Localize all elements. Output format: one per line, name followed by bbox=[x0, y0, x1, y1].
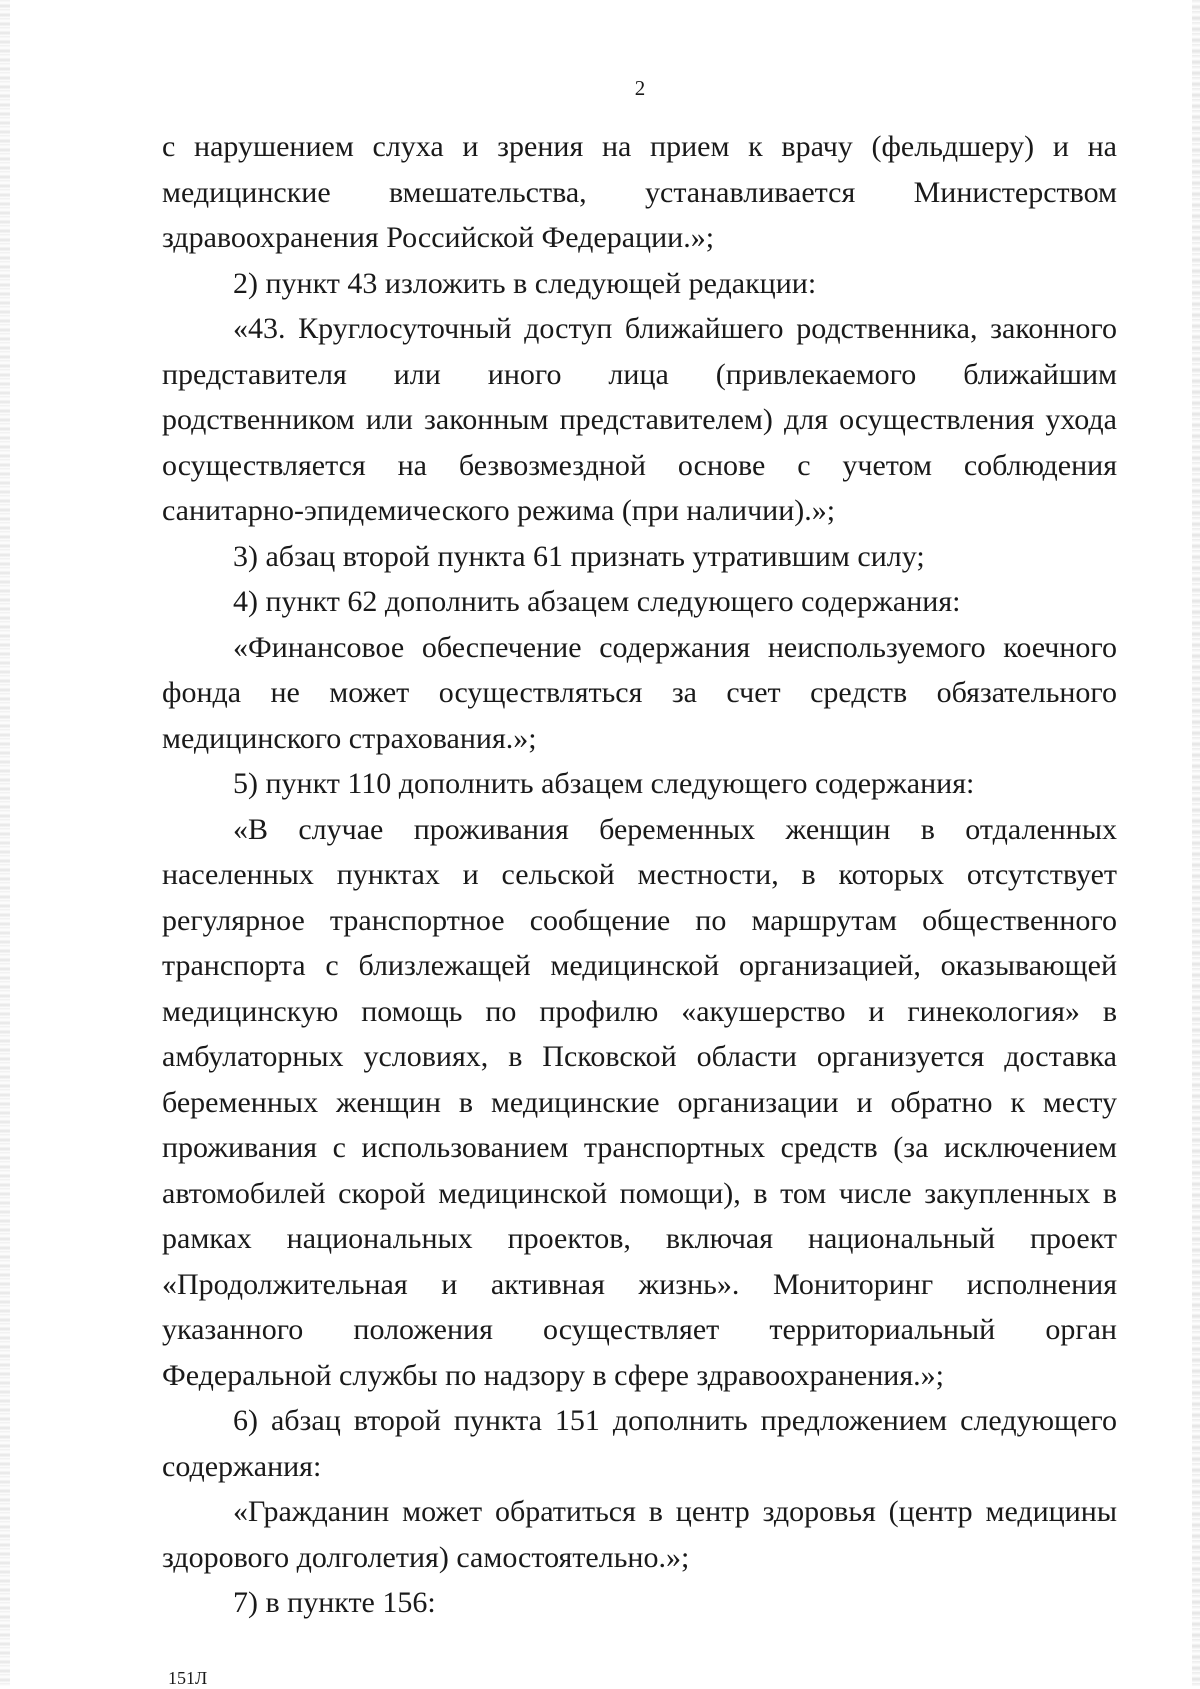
footer-document-code: 151Л bbox=[168, 1668, 208, 1688]
paragraph-item-4: 4) пункт 62 дополнить абзацем следующего содержания: bbox=[233, 585, 961, 618]
paragraph-item-151-text: «Гражданин может обратиться в центр здоровья (центр медицины здорового долголетия) самостоятельно.»; bbox=[162, 1495, 1117, 1574]
paragraph-item-43-text: «43. Круглосуточный доступ ближайшего родственника, законного представителя или иного лица (привлекаемого ближайшим родственником или законным представителем) для осуществления ухода осуществляется на безвозмездной основе с учетом соблюдения санитарно-эпидемического режима (при наличии).»; bbox=[162, 312, 1117, 527]
paragraph-item-62-text: «Финансовое обеспечение содержания неиспользуемого коечного фонда не может осуществляться за счет средств обязательного медицинского страхования.»; bbox=[162, 630, 1117, 755]
page-number: 2 bbox=[634, 76, 646, 100]
scan-edge-right bbox=[1192, 0, 1200, 1686]
paragraph-item-110-text: «В случае проживания беременных женщин в отдаленных населенных пунктах и сельской местности, в которых отсутствует регулярное транспортное сообщение по маршрутам общественного транспорта с близлежащей медицинской организацией, оказывающей медицинскую помощь по профилю «акушерство и гинекология» в амбулаторных условиях, в Псковской области организуется доставка беременных женщин в медицинские организации и обратно к месту проживания с использованием транспортных средств (за исключением автомобилей скорой медицинской помощи), в том числе закупленных в рамках национальных проектов, включая национальный проект «Продолжительная и активная жизнь». Мониторинг исполнения указанного положения осуществляет территориальный орган Федеральной службы по надзору в сфере здравоохранения.»; bbox=[162, 812, 1117, 1392]
paragraph-item-2: 2) пункт 43 изложить в следующей редакции: bbox=[233, 266, 817, 300]
document-body bbox=[162, 124, 1117, 1626]
paragraph-continuation: с нарушением слуха и зрения на прием к врачу (фельдшеру) и на медицинские вмешательства, устанавливается Министерством здравоохранения Российской Федерации.»; bbox=[162, 130, 1117, 254]
paragraph-item-6: 6) абзац второй пункта 151 дополнить предложением следующего содержания: bbox=[162, 1404, 1117, 1483]
paragraph-item-5: 5) пункт 110 дополнить абзацем следующего содержания: bbox=[233, 767, 975, 800]
paragraph-item-7: 7) в пункте 156: bbox=[233, 1586, 436, 1619]
scan-edge-left bbox=[0, 0, 10, 1686]
paragraph-item-3: 3) абзац второй пункта 61 признать утратившим силу; bbox=[233, 539, 925, 573]
